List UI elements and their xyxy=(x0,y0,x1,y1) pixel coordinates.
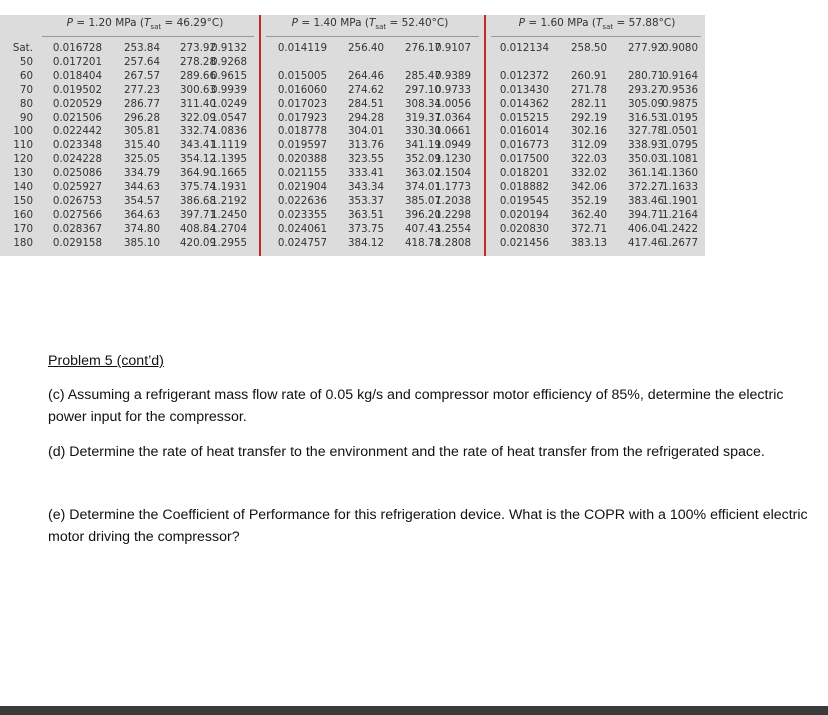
header-rule xyxy=(491,36,701,37)
internal-energy-cell: 315.40 xyxy=(123,139,160,152)
temperature-cell: 130 xyxy=(13,167,33,180)
entropy-cell: 1.2422 xyxy=(661,222,698,235)
entropy-cell: 1.2554 xyxy=(434,222,471,235)
specific-volume-cell: 0.017023 xyxy=(277,97,327,110)
entropy-cell: 1.1360 xyxy=(661,167,698,180)
internal-energy-cell: 292.19 xyxy=(570,111,607,124)
internal-energy-cell: 296.28 xyxy=(123,111,160,124)
enthalpy-cell: 300.63 xyxy=(179,83,216,96)
internal-energy-cell: 257.64 xyxy=(123,55,160,68)
entropy-cell: 1.2677 xyxy=(661,236,698,249)
specific-volume-cell: 0.014119 xyxy=(277,42,327,54)
enthalpy-cell: 408.84 xyxy=(179,222,216,235)
specific-volume-cell: 0.012372 xyxy=(499,69,549,82)
specific-volume-cell: 0.021506 xyxy=(52,111,102,124)
temperature-cell: 110 xyxy=(13,139,33,152)
internal-energy-cell: 304.01 xyxy=(347,125,384,138)
entropy-cell: 1.0547 xyxy=(210,111,247,124)
entropy-cell: 0.9268 xyxy=(210,55,247,68)
specific-volume-cell: 0.016773 xyxy=(499,139,549,152)
internal-energy-cell: 384.12 xyxy=(347,236,384,249)
enthalpy-cell: 273.92 xyxy=(179,42,216,54)
internal-energy-cell: 373.75 xyxy=(347,222,384,235)
temperature-cell: 140 xyxy=(13,181,33,193)
internal-energy-cell: 312.09 xyxy=(570,139,607,152)
specific-volume-cell: 0.024228 xyxy=(52,153,102,166)
specific-volume-cell: 0.019545 xyxy=(499,194,549,207)
internal-energy-cell: 256.40 xyxy=(347,42,384,54)
enthalpy-cell: 420.09 xyxy=(179,236,216,249)
specific-volume-cell: 0.019502 xyxy=(52,83,102,96)
specific-volume-cell: 0.026753 xyxy=(52,194,102,207)
internal-energy-cell: 313.76 xyxy=(347,139,384,152)
internal-energy-cell: 333.41 xyxy=(347,167,384,180)
entropy-cell: 0.9389 xyxy=(434,69,471,82)
specific-volume-cell: 0.021456 xyxy=(499,236,549,249)
specific-volume-cell: 0.020388 xyxy=(277,153,327,166)
entropy-cell: 1.1119 xyxy=(210,139,247,152)
entropy-cell: 0.9875 xyxy=(661,97,698,110)
internal-energy-cell: 302.16 xyxy=(570,125,607,138)
specific-volume-cell: 0.020830 xyxy=(499,222,549,235)
internal-energy-cell: 332.02 xyxy=(570,167,607,180)
specific-volume-cell: 0.021904 xyxy=(277,181,327,193)
question-e: (e) Determine the Coefficient of Performance for this refrigeration device. What is the COPR with a 100% efficient electric motor driving the compressor? xyxy=(48,507,808,545)
entropy-cell: 1.2808 xyxy=(434,236,471,249)
enthalpy-cell: 285.47 xyxy=(404,69,441,82)
enthalpy-cell: 297.10 xyxy=(404,83,441,96)
entropy-cell: 0.9615 xyxy=(210,69,247,82)
entropy-cell: 0.9132 xyxy=(210,42,247,54)
entropy-cell: 1.1633 xyxy=(661,181,698,193)
enthalpy-cell: 350.03 xyxy=(627,153,664,166)
entropy-cell: 1.0949 xyxy=(434,139,471,152)
internal-energy-cell: 374.80 xyxy=(123,222,160,235)
question-d: (d) Determine the rate of heat transfer to the environment and the rate of heat transfer from the refrigerated space. xyxy=(48,444,765,460)
enthalpy-cell: 375.74 xyxy=(179,181,216,193)
internal-energy-cell: 353.37 xyxy=(347,194,384,207)
entropy-cell: 1.0836 xyxy=(210,125,247,138)
internal-energy-cell: 323.55 xyxy=(347,153,384,166)
enthalpy-cell: 417.46 xyxy=(627,236,664,249)
enthalpy-cell: 383.46 xyxy=(627,194,664,207)
enthalpy-cell: 316.53 xyxy=(627,111,664,124)
enthalpy-cell: 364.90 xyxy=(179,167,216,180)
specific-volume-cell: 0.028367 xyxy=(52,222,102,235)
specific-volume-cell: 0.023348 xyxy=(52,139,102,152)
specific-volume-cell: 0.017500 xyxy=(499,153,549,166)
internal-energy-cell: 342.06 xyxy=(570,181,607,193)
temperature-cell: 150 xyxy=(13,194,33,207)
enthalpy-cell: 372.27 xyxy=(627,181,664,193)
temperature-cell: 120 xyxy=(13,153,33,166)
enthalpy-cell: 332.74 xyxy=(179,125,216,138)
specific-volume-cell: 0.018404 xyxy=(52,69,102,82)
specific-volume-cell: 0.017201 xyxy=(52,55,102,68)
temperature-cell: 100 xyxy=(13,125,33,138)
enthalpy-cell: 343.41 xyxy=(179,139,216,152)
entropy-cell: 1.2704 xyxy=(210,222,247,235)
specific-volume-cell: 0.019597 xyxy=(277,139,327,152)
enthalpy-cell: 406.04 xyxy=(627,222,664,235)
specific-volume-cell: 0.029158 xyxy=(52,236,102,249)
entropy-cell: 1.0195 xyxy=(661,111,698,124)
internal-energy-cell: 325.05 xyxy=(123,153,160,166)
internal-energy-cell: 372.71 xyxy=(570,222,607,235)
temperature-cell: 80 xyxy=(19,97,33,110)
group-separator xyxy=(259,15,261,256)
internal-energy-cell: 284.51 xyxy=(347,97,384,110)
enthalpy-cell: 363.02 xyxy=(404,167,441,180)
enthalpy-cell: 374.01 xyxy=(404,181,441,193)
enthalpy-cell: 276.17 xyxy=(404,42,441,54)
entropy-cell: 1.1395 xyxy=(210,153,247,166)
enthalpy-cell: 386.68 xyxy=(179,194,216,207)
header-rule xyxy=(42,36,254,37)
entropy-cell: 1.2192 xyxy=(210,194,247,207)
entropy-cell: 1.0501 xyxy=(661,125,698,138)
specific-volume-cell: 0.022442 xyxy=(52,125,102,138)
specific-volume-cell: 0.018201 xyxy=(499,167,549,180)
enthalpy-cell: 305.09 xyxy=(627,97,664,110)
entropy-cell: 1.1665 xyxy=(210,167,247,180)
entropy-cell: 0.9536 xyxy=(661,83,698,96)
specific-volume-cell: 0.025927 xyxy=(52,181,102,193)
enthalpy-cell: 322.09 xyxy=(179,111,216,124)
enthalpy-cell: 289.66 xyxy=(179,69,216,82)
internal-energy-cell: 264.46 xyxy=(347,69,384,82)
internal-energy-cell: 343.34 xyxy=(347,181,384,193)
entropy-cell: 1.2955 xyxy=(210,236,247,249)
enthalpy-cell: 385.07 xyxy=(404,194,441,207)
specific-volume-cell: 0.020529 xyxy=(52,97,102,110)
enthalpy-cell: 361.14 xyxy=(627,167,664,180)
specific-volume-cell: 0.020194 xyxy=(499,208,549,221)
specific-volume-cell: 0.012134 xyxy=(499,42,549,54)
specific-volume-cell: 0.018778 xyxy=(277,125,327,138)
internal-energy-cell: 363.51 xyxy=(347,208,384,221)
enthalpy-cell: 407.43 xyxy=(404,222,441,235)
entropy-cell: 1.0249 xyxy=(210,97,247,110)
internal-energy-cell: 271.78 xyxy=(570,83,607,96)
enthalpy-cell: 308.34 xyxy=(404,97,441,110)
internal-energy-cell: 260.91 xyxy=(570,69,607,82)
specific-volume-cell: 0.021155 xyxy=(277,167,327,180)
enthalpy-cell: 394.71 xyxy=(627,208,664,221)
entropy-cell: 0.9939 xyxy=(210,83,247,96)
entropy-cell: 1.1931 xyxy=(210,181,247,193)
internal-energy-cell: 294.28 xyxy=(347,111,384,124)
entropy-cell: 0.9080 xyxy=(661,42,698,54)
enthalpy-cell: 277.92 xyxy=(627,42,664,54)
question-c: (c) Assuming a refrigerant mass flow rate of 0.05 kg/s and compressor motor efficiency of 85%, determine the electric power input for the compressor. xyxy=(48,387,784,425)
internal-energy-cell: 282.11 xyxy=(570,97,607,110)
temperature-cell: 160 xyxy=(13,208,33,221)
specific-volume-cell: 0.022636 xyxy=(277,194,327,207)
entropy-cell: 1.1230 xyxy=(434,153,471,166)
temperature-cell: 60 xyxy=(19,69,33,82)
entropy-cell: 1.0056 xyxy=(434,97,471,110)
enthalpy-cell: 319.37 xyxy=(404,111,441,124)
temperature-cell: 170 xyxy=(13,222,33,235)
enthalpy-cell: 280.71 xyxy=(627,69,664,82)
internal-energy-cell: 258.50 xyxy=(570,42,607,54)
entropy-cell: 0.9107 xyxy=(434,42,471,54)
enthalpy-cell: 330.30 xyxy=(404,125,441,138)
enthalpy-cell: 418.78 xyxy=(404,236,441,249)
specific-volume-cell: 0.024061 xyxy=(277,222,327,235)
specific-volume-cell: 0.014362 xyxy=(499,97,549,110)
internal-energy-cell: 267.57 xyxy=(123,69,160,82)
enthalpy-cell: 397.71 xyxy=(179,208,216,221)
temperature-cell: 70 xyxy=(19,83,33,96)
entropy-cell: 1.1773 xyxy=(434,181,471,193)
entropy-cell: 1.2298 xyxy=(434,208,471,221)
entropy-cell: 1.0661 xyxy=(434,125,471,138)
internal-energy-cell: 364.63 xyxy=(123,208,160,221)
internal-energy-cell: 274.62 xyxy=(347,83,384,96)
header-p140: P = 1.40 MPa $(T_{sat} = 52.40^\circ C)$ xyxy=(291,17,449,32)
temperature-cell: 90 xyxy=(19,111,33,124)
internal-energy-cell: 383.13 xyxy=(570,236,607,249)
internal-energy-cell: 322.03 xyxy=(570,153,607,166)
enthalpy-cell: 396.20 xyxy=(404,208,441,221)
specific-volume-cell: 0.018882 xyxy=(499,181,549,193)
specific-volume-cell: 0.016728 xyxy=(52,42,102,54)
internal-energy-cell: 253.84 xyxy=(123,42,160,54)
internal-energy-cell: 334.79 xyxy=(123,167,160,180)
internal-energy-cell: 385.10 xyxy=(123,236,160,249)
entropy-cell: 1.0795 xyxy=(661,139,698,152)
internal-energy-cell: 362.40 xyxy=(570,208,607,221)
enthalpy-cell: 341.19 xyxy=(404,139,441,152)
temperature-cell: Sat. xyxy=(12,42,33,54)
entropy-cell: 1.1901 xyxy=(661,194,698,207)
entropy-cell: 1.2038 xyxy=(434,194,471,207)
internal-energy-cell: 305.81 xyxy=(123,125,160,138)
enthalpy-cell: 338.93 xyxy=(627,139,664,152)
header-rule xyxy=(266,36,479,37)
problem-text xyxy=(48,350,808,548)
internal-energy-cell: 286.77 xyxy=(123,97,160,110)
entropy-cell: 1.2164 xyxy=(661,208,698,221)
internal-energy-cell: 354.57 xyxy=(123,194,160,207)
internal-energy-cell: 277.23 xyxy=(123,83,160,96)
specific-volume-cell: 0.023355 xyxy=(277,208,327,221)
temperature-cell: 180 xyxy=(13,236,33,249)
entropy-cell: 1.1081 xyxy=(661,153,698,166)
specific-volume-cell: 0.016060 xyxy=(277,83,327,96)
specific-volume-cell: 0.015215 xyxy=(499,111,549,124)
enthalpy-cell: 327.78 xyxy=(627,125,664,138)
header-p120: P = 1.20 MPa $(T_{sat} = 46.29^\circ C)$ xyxy=(66,17,224,32)
internal-energy-cell: 344.63 xyxy=(123,181,160,193)
specific-volume-cell: 0.027566 xyxy=(52,208,102,221)
specific-volume-cell: 0.025086 xyxy=(52,167,102,180)
entropy-cell: 1.0364 xyxy=(434,111,471,124)
enthalpy-cell: 311.40 xyxy=(179,97,216,110)
enthalpy-cell: 354.12 xyxy=(179,153,216,166)
header-p160: P = 1.60 MPa $(T_{sat} = 57.88^\circ C)$ xyxy=(518,17,676,32)
specific-volume-cell: 0.015005 xyxy=(277,69,327,82)
enthalpy-cell: 293.27 xyxy=(627,83,664,96)
group-separator xyxy=(484,15,486,256)
enthalpy-cell: 278.28 xyxy=(179,55,216,68)
specific-volume-cell: 0.017923 xyxy=(277,111,327,124)
footer-bar xyxy=(0,706,828,715)
entropy-cell: 0.9733 xyxy=(434,83,471,96)
specific-volume-cell: 0.013430 xyxy=(499,83,549,96)
problem-title: Problem 5 (cont’d) xyxy=(48,353,164,369)
entropy-cell: 1.1504 xyxy=(434,167,471,180)
entropy-cell: 1.2450 xyxy=(210,208,247,221)
specific-volume-cell: 0.024757 xyxy=(277,236,327,249)
entropy-cell: 0.9164 xyxy=(661,69,698,82)
temperature-cell: 50 xyxy=(19,55,33,68)
internal-energy-cell: 352.19 xyxy=(570,194,607,207)
enthalpy-cell: 352.09 xyxy=(404,153,441,166)
specific-volume-cell: 0.016014 xyxy=(499,125,549,138)
